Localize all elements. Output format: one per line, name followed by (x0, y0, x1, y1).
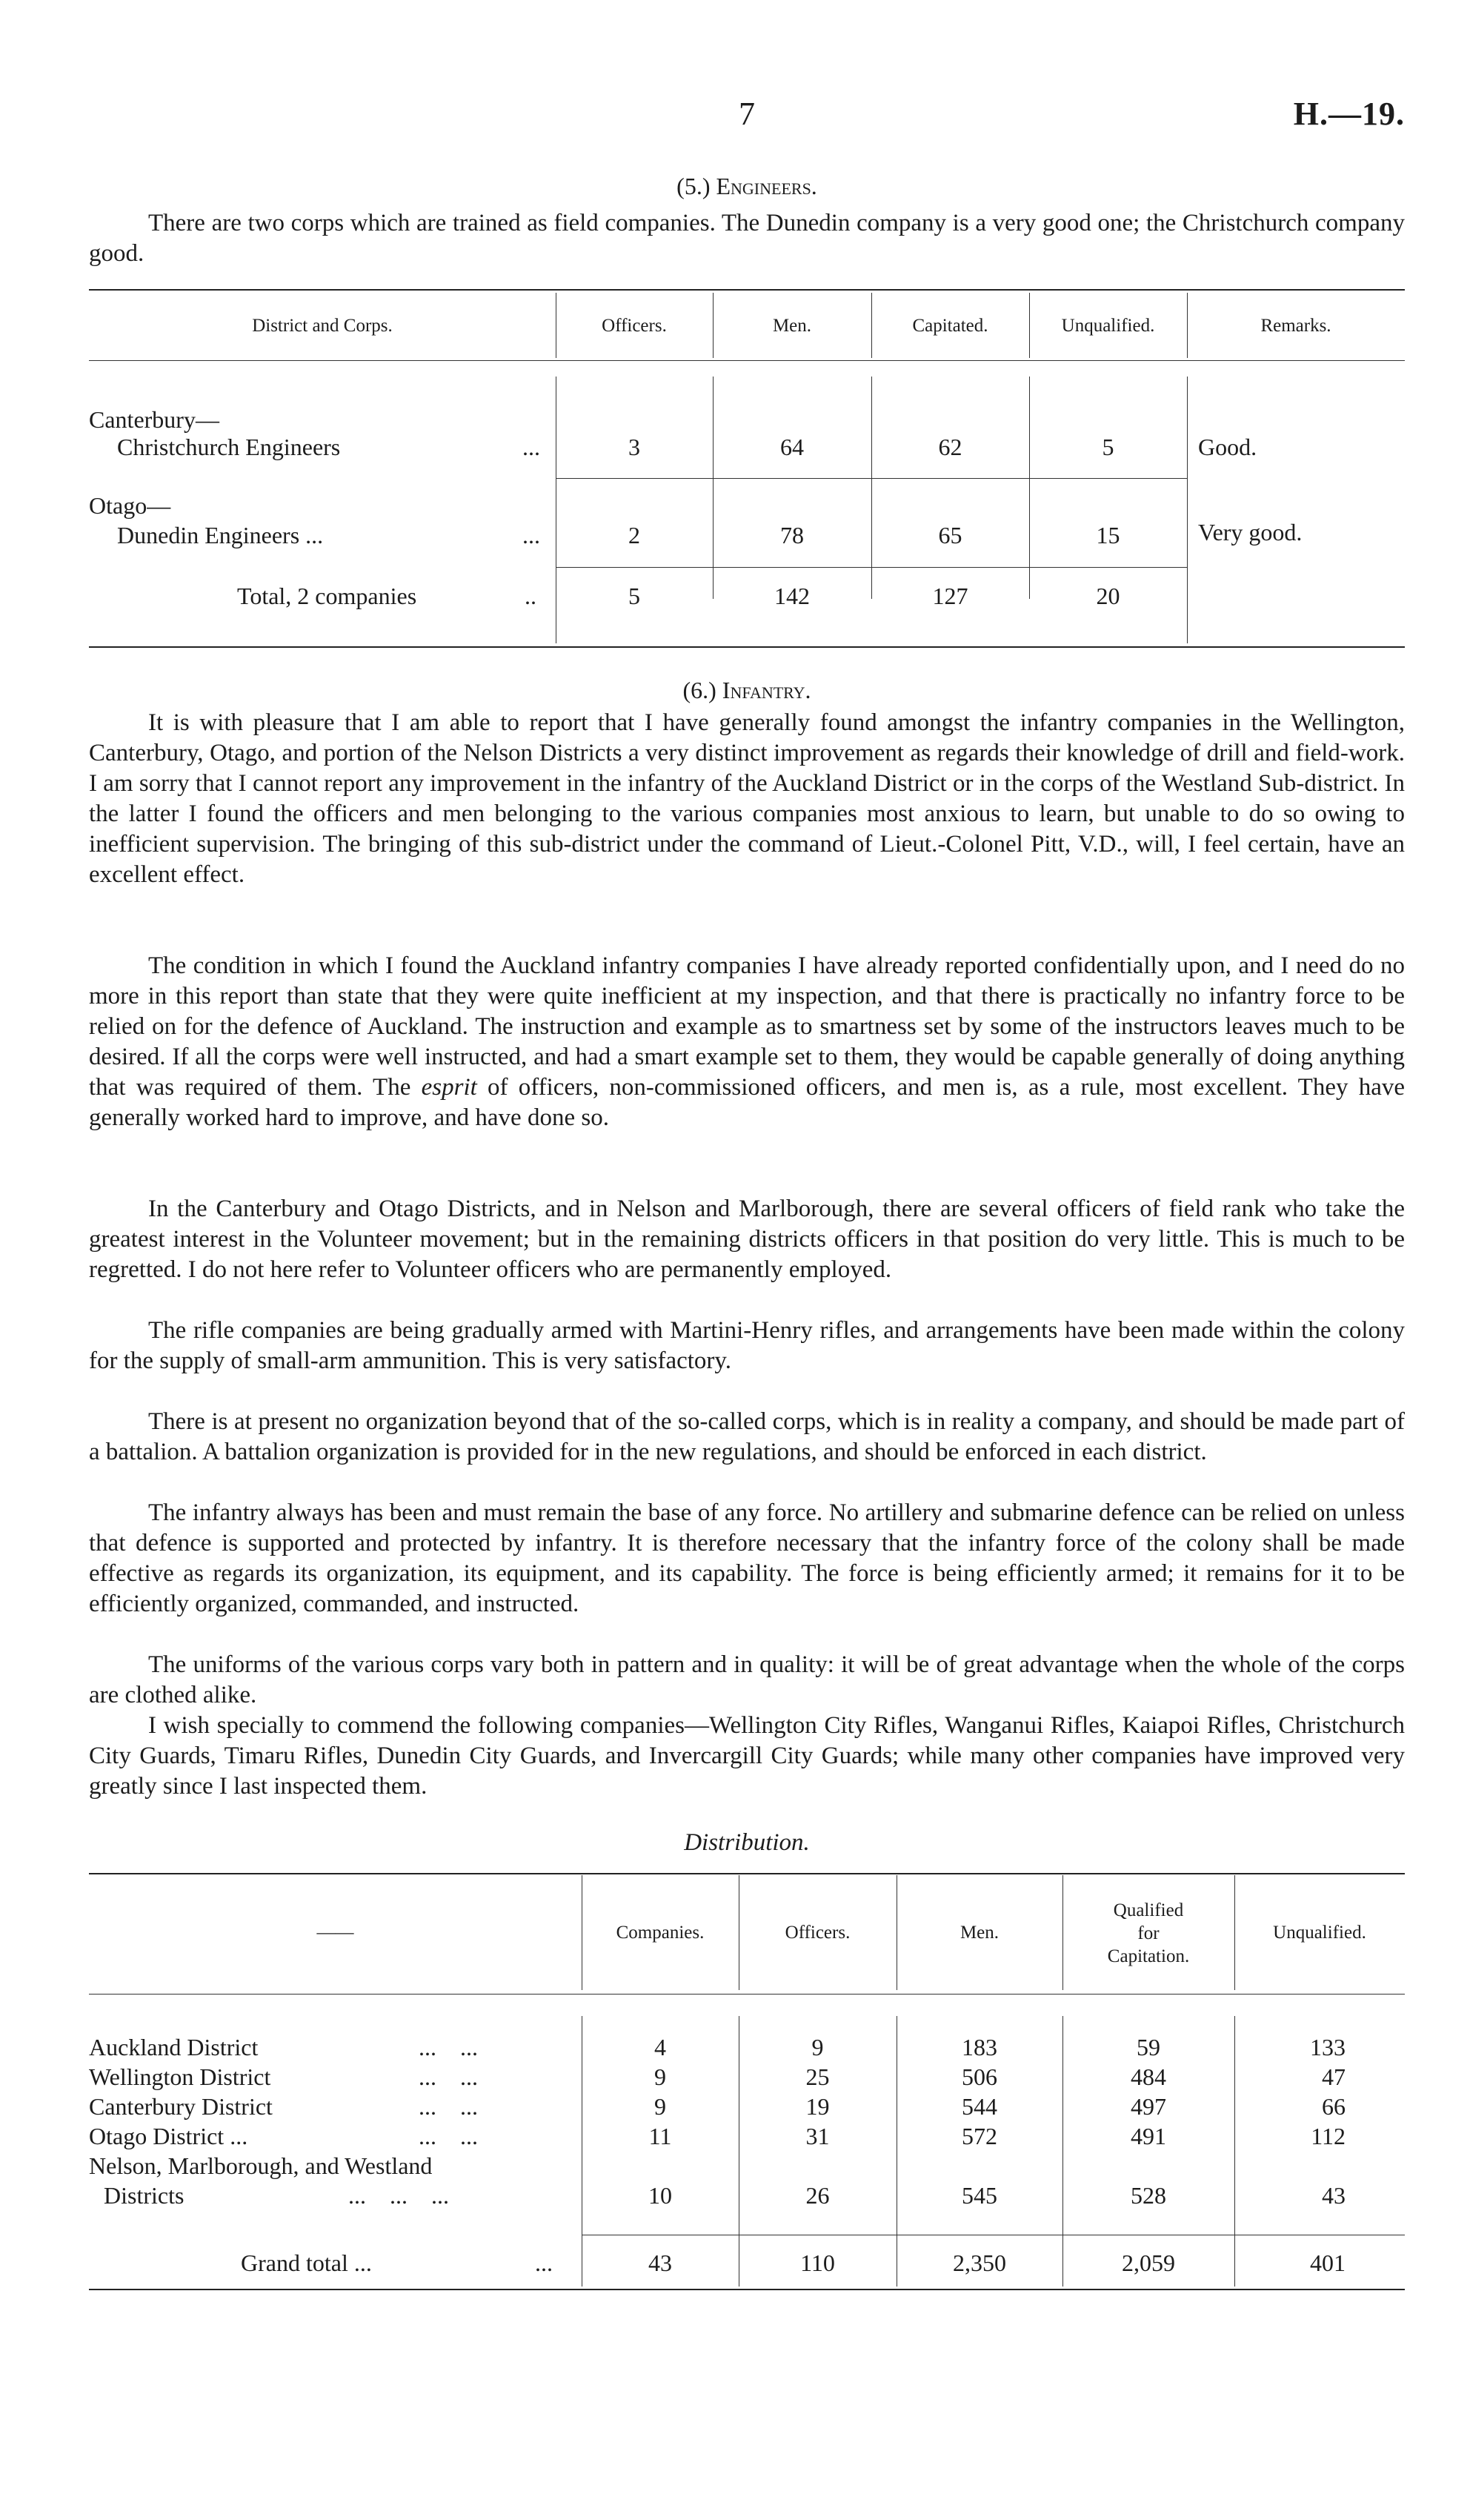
cell-unqualified: 43 (1322, 2182, 1346, 2209)
row-district: Otago— (89, 492, 171, 519)
cell-unqualified: 5 (1102, 434, 1114, 460)
table-rule-top (89, 1873, 1405, 1874)
row-dots: ... ... (419, 2123, 478, 2149)
cell-men: 572 (962, 2123, 997, 2149)
row-rule (556, 567, 1187, 568)
engineers-heading-number: (5.) (676, 173, 711, 199)
col-header-men: Men. (772, 316, 812, 336)
cell-officers: 26 (805, 2182, 830, 2209)
table-rule-top (89, 289, 1405, 291)
cell-companies: 11 (648, 2123, 672, 2149)
infantry-paragraph-4: The rifle companies are being gradually armed with Martini-Henry rifles, and arrangements have been made within the colony for the supply of small-arm ammunition. This is very satisfactory. (89, 1317, 1405, 1374)
col-divider (1029, 377, 1030, 599)
infantry-paragraph-8: I wish specially to commend the following companies—Wellington City Rifles, Wanganui Rifles, Kaiapoi Rifles, Christchurch City Guards, Timaru Rifles, Dunedin City Guards, and Invercargill City Guards; while many other companies have improved very greatly since I last inspected them. (89, 1712, 1405, 1800)
row-label: Otago District ... (89, 2123, 248, 2149)
cell-men: 545 (962, 2182, 997, 2209)
infantry-paragraph-1: It is with pleasure that I am able to report that I have generally found amongst the infantry companies in the Wellington, Canterbury, Otago, and portion of the Nelson Districts a very distinct improvement as regards their knowledge of drill and field-work. I am sorry that I cannot report any improvement in the infantry of the Auckland District or in the corps of the Westland Sub-district. In the latter I found the officers and men belonging to the various companies most anxious to learn, but unable to do so owing to inefficient supervision. The bringing of this sub-district under the command of Lieut.-Colonel Pitt, V.D., will, I feel certain, have an excellent effect. (89, 709, 1405, 888)
cell-capitated: 62 (938, 434, 962, 460)
cell-companies: 9 (654, 2063, 666, 2090)
cell-unqualified: 47 (1322, 2063, 1346, 2090)
total-label: Total, 2 companies (237, 583, 417, 609)
row-label-continued: Districts (104, 2182, 184, 2209)
cell-companies: 10 (648, 2182, 672, 2209)
header-line: for (1137, 1923, 1160, 1943)
table-rule-header (89, 1994, 1405, 1995)
cell-officers: 25 (805, 2063, 830, 2090)
page-number: 7 (739, 96, 755, 132)
cell-officers: 19 (805, 2093, 830, 2120)
row-dots: ... (522, 522, 540, 548)
infantry-paragraph-5: There is at present no organization beyond that of the so-called corps, which is in reality a company, and should be made part of a battalion. A battalion organization is provided for in the new regulations, and should be enforced in each district. (89, 1408, 1405, 1465)
col-header-men: Men. (960, 1923, 1000, 1943)
row-dots: ... ... ... (348, 2182, 449, 2209)
infantry-heading-number: (6.) (682, 677, 716, 703)
document-reference: H.—19. (1293, 96, 1405, 132)
row-label: Wellington District (89, 2063, 271, 2090)
col-header-officers: Officers. (785, 1923, 851, 1943)
infantry-paragraph-6: The infantry always has been and must remain the base of any force. No artillery and submarine defence can be relied on unless that defence is supported and protected by infantry. It is therefore necessary that the infantry force of the colony shall be made effective as regards its organization, its equipment, and its capability. The force is being efficiently armed; it remains for it to be efficiently organized, commanded, and instructed. (89, 1499, 1405, 1617)
paragraph-text: of officers, non-commissioned officers, and men is, as a rule, most excellent. They have generally worked hard to improve, and have done so. (89, 1074, 1406, 1131)
cell-men: 64 (780, 434, 804, 460)
row-dots: ... (522, 434, 540, 460)
table-rule-header (89, 360, 1405, 361)
cell-unqualified: 15 (1096, 522, 1120, 548)
col-divider (713, 377, 714, 599)
infantry-paragraph-3: In the Canterbury and Otago Districts, and in Nelson and Marlborough, there are several officers of field rank who take the greatest interest in the Volunteer movement; but in the remaining districts officers in that position do very little. This is much to be regretted. I do not here refer to Volunteer officers who are permanently employed. (89, 1196, 1405, 1283)
col-header-remarks: Remarks. (1260, 316, 1331, 336)
cell-capitated: 65 (938, 522, 962, 548)
row-label: Nelson, Marlborough, and Westland (89, 2152, 433, 2179)
table-rule-bottom (89, 2289, 1405, 2290)
total-companies: 43 (648, 2249, 672, 2276)
table-rule-bottom (89, 646, 1405, 648)
cell-qualified: 497 (1131, 2093, 1166, 2120)
cell-companies: 4 (654, 2034, 666, 2060)
col-header-unqualified: Unqualified. (1273, 1923, 1366, 1943)
cell-companies: 9 (654, 2093, 666, 2120)
row-corps: Dunedin Engineers ... (117, 522, 324, 548)
row-corps: Christchurch Engineers (117, 434, 341, 460)
row-label: Auckland District (89, 2034, 259, 2060)
cell-qualified: 59 (1137, 2034, 1160, 2060)
col-header-blank: —— (316, 1923, 354, 1943)
cell-unqualified: 133 (1310, 2034, 1346, 2060)
engineers-heading (89, 173, 1405, 200)
row-district: Canterbury— (89, 406, 219, 433)
cell-men: 183 (962, 2034, 997, 2060)
infantry-paragraph-7: The uniforms of the various corps vary both in pattern and in quality: it will be of great advantage when the whole of the corps are clothed alike. (89, 1651, 1405, 1708)
distribution-caption: Distribution. (684, 1829, 810, 1856)
total-men: 142 (774, 583, 810, 609)
col-header-unqualified: Unqualified. (1061, 316, 1155, 336)
header-line: Capitation. (1107, 1946, 1190, 1966)
header-line: Qualified (1113, 1900, 1184, 1920)
infantry-heading (89, 677, 1405, 704)
total-officers: 5 (628, 583, 640, 609)
row-rule (556, 478, 1187, 479)
row-label: Canterbury District (89, 2093, 273, 2120)
col-header-district: District and Corps. (252, 316, 393, 336)
infantry-paragraph-2 (89, 951, 1405, 1133)
total-capitated: 127 (932, 583, 968, 609)
cell-officers: 9 (811, 2034, 824, 2060)
cell-qualified: 528 (1131, 2182, 1166, 2209)
cell-unqualified: 112 (1311, 2123, 1346, 2149)
total-label: Grand total ... (241, 2249, 372, 2276)
cell-qualified: 491 (1131, 2123, 1166, 2149)
cell-officers: 2 (628, 522, 640, 548)
col-header-companies: Companies. (616, 1923, 705, 1943)
total-officers: 110 (800, 2249, 835, 2276)
cell-men: 544 (962, 2093, 997, 2120)
col-divider (871, 377, 872, 599)
cell-officers: 31 (805, 2123, 830, 2149)
cell-qualified: 484 (1131, 2063, 1166, 2090)
cell-unqualified: 66 (1322, 2093, 1346, 2120)
cell-officers: 3 (628, 434, 640, 460)
italic-word: esprit (421, 1074, 477, 1101)
total-unqualified: 401 (1310, 2249, 1346, 2276)
total-qualified: 2,059 (1122, 2249, 1175, 2276)
row-dots: ... ... (419, 2093, 478, 2120)
paragraph-text: The condition in which I found the Auckland infantry companies I have already reported confidentially upon, and I need do no more in this report than state that they were quite inefficient at my inspection, and that there is practically no infantry force to be relied on for the defence of Auckland. The instruction and example as to smartness set by some of the instructors leaves much to be desired. If all the corps were well instructed, and had a smart example set to them, they would be capable generally of doing anything that was required of them. The (89, 952, 1405, 1101)
page-header (89, 95, 1405, 139)
row-dots: ... ... (419, 2034, 478, 2060)
total-dots: .. (525, 583, 536, 609)
row-dots: ... ... (419, 2063, 478, 2090)
col-header-qualified (1062, 1899, 1234, 1968)
cell-men: 78 (780, 522, 804, 548)
total-men: 2,350 (953, 2249, 1006, 2276)
col-divider (1187, 377, 1188, 643)
cell-remarks: Very good. (1198, 519, 1303, 546)
total-dots: ... (535, 2249, 553, 2276)
col-header-capitated: Capitated. (912, 316, 988, 336)
engineers-intro: There are two corps which are trained as field companies. The Dunedin company is a very good one; the Christchurch company good. (89, 210, 1405, 267)
total-unqualified: 20 (1096, 583, 1120, 609)
col-header-officers: Officers. (602, 316, 667, 336)
cell-remarks: Good. (1198, 434, 1257, 460)
infantry-heading-word: Infantry. (722, 677, 811, 703)
engineers-heading-word: Engineers. (716, 173, 817, 199)
cell-men: 506 (962, 2063, 997, 2090)
